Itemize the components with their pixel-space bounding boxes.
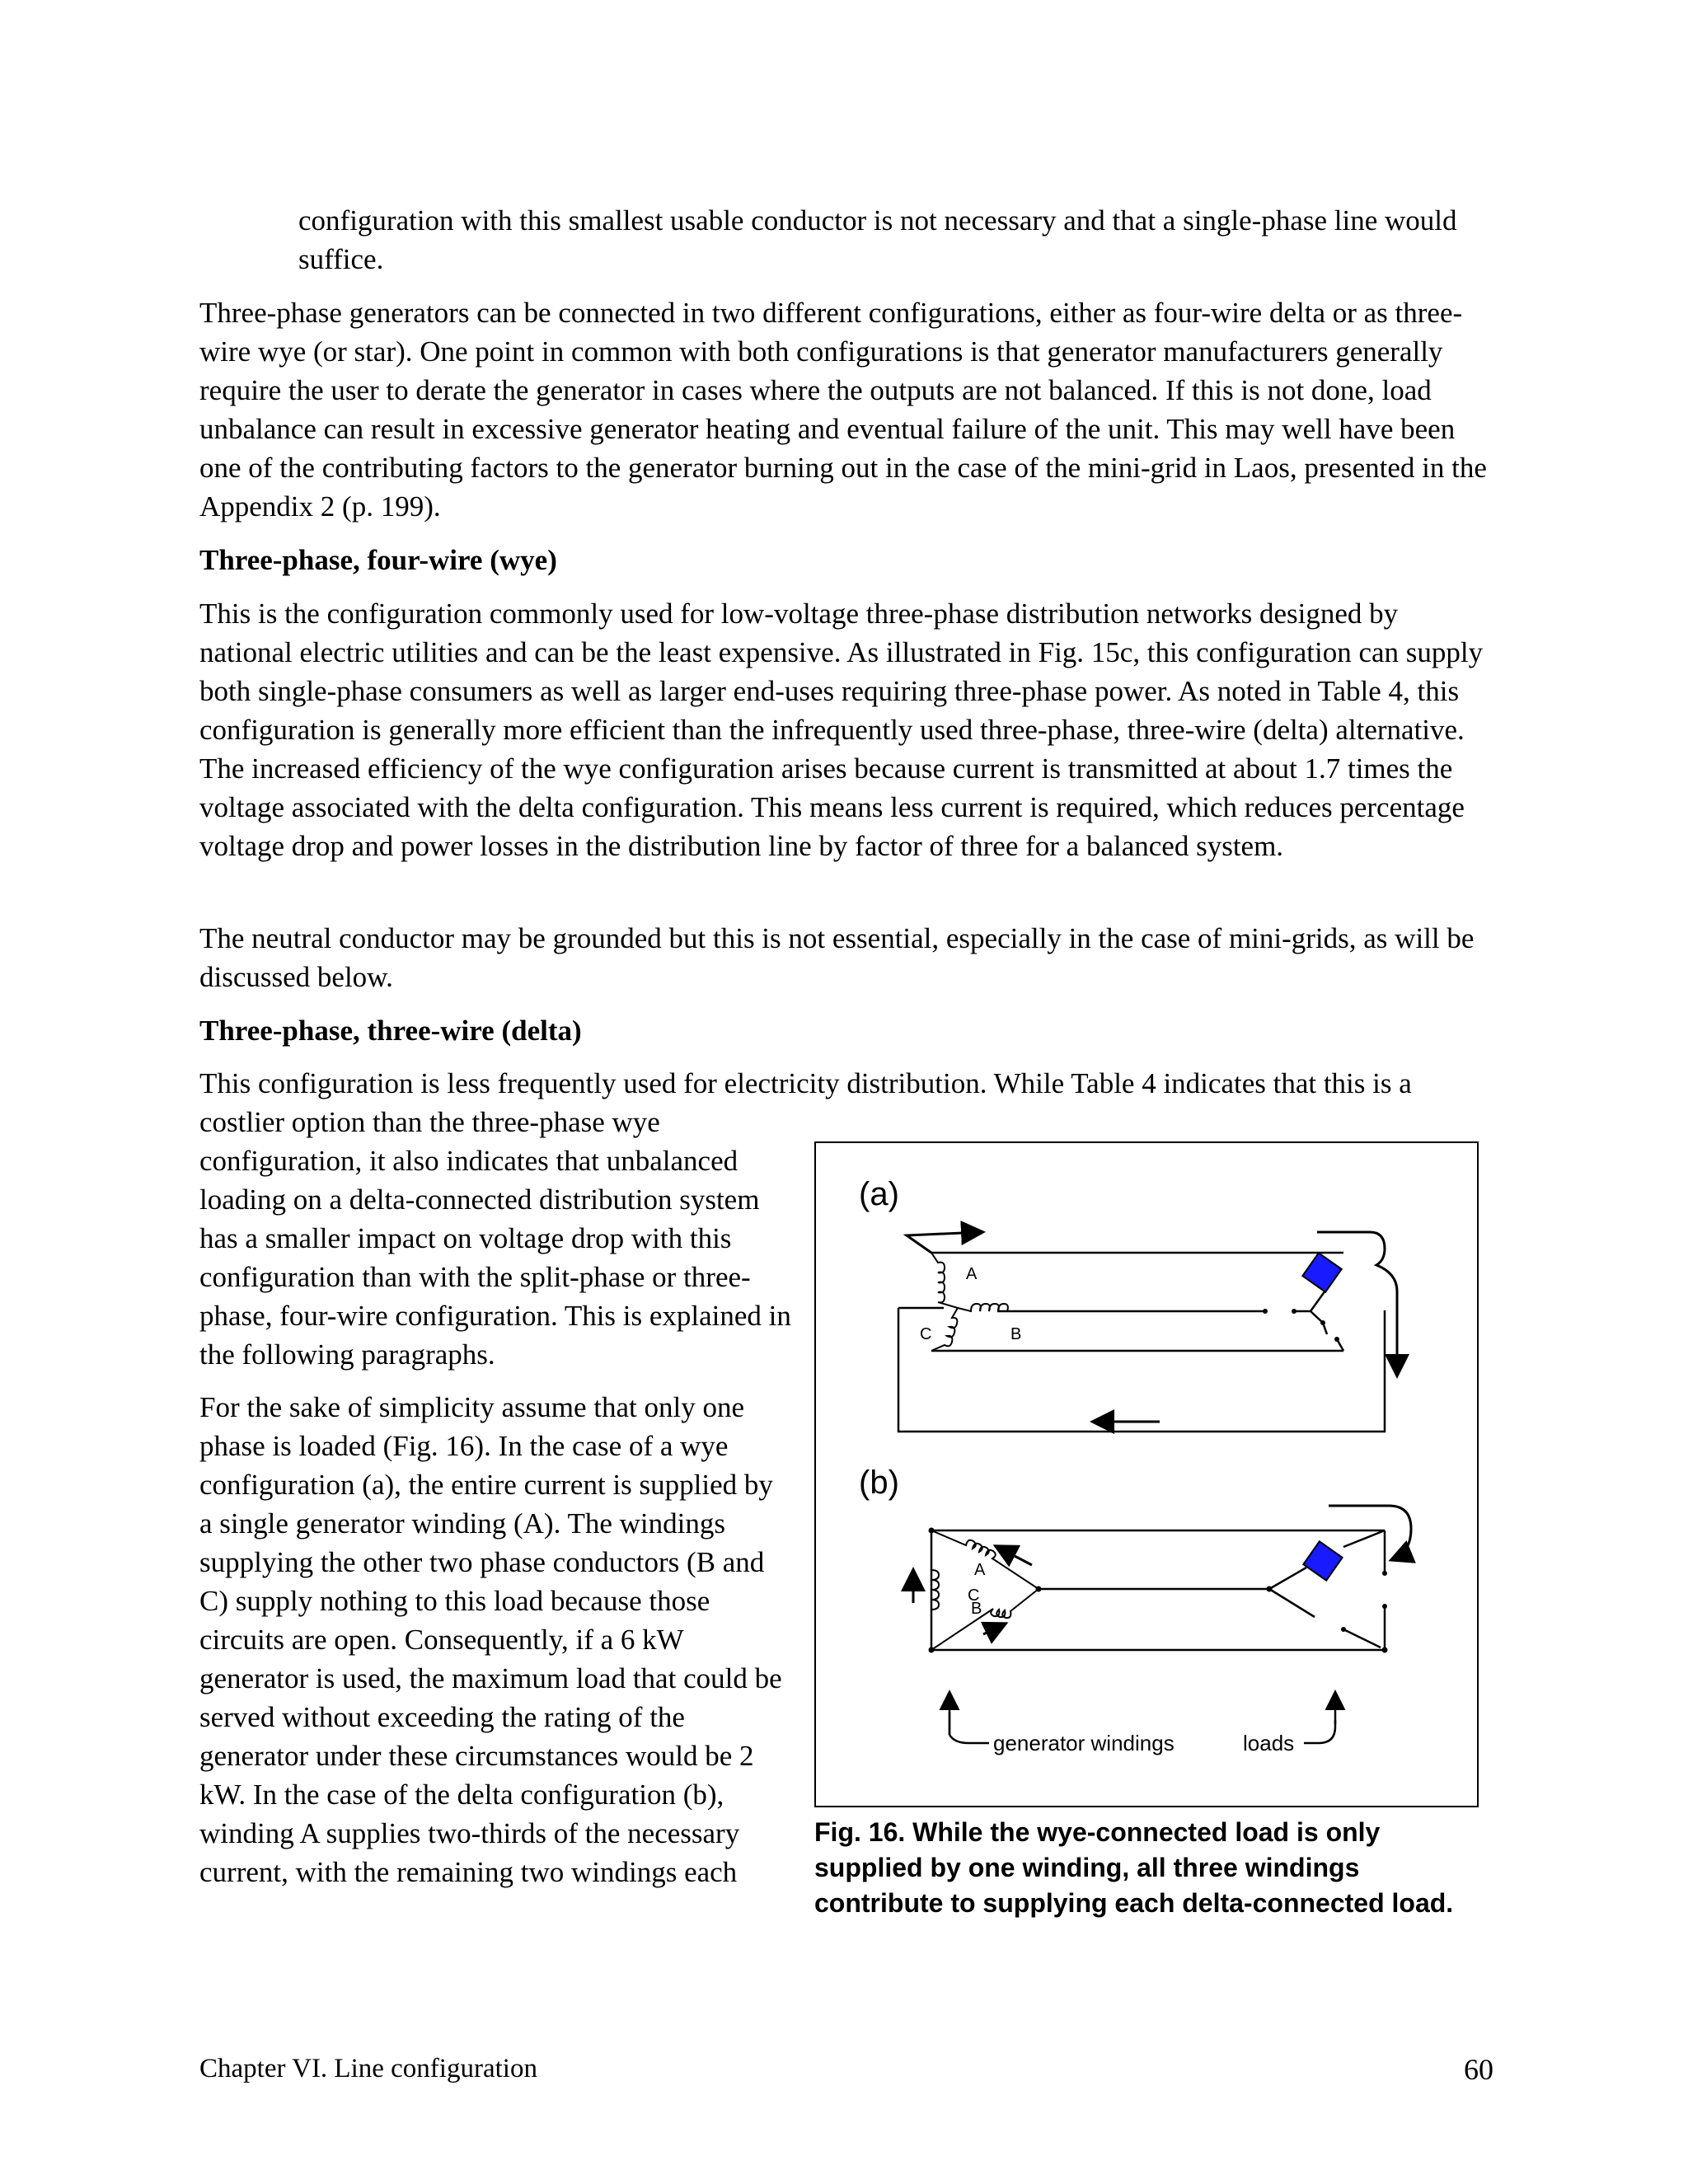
delta-load-icon	[1303, 1541, 1342, 1580]
loads-pointer-icon	[1304, 1720, 1335, 1743]
paragraph-generator-configurations: Three-phase generators can be connected in two different configurations, either as four-wire delta or as three-wire wye (or star). One point in common with both configurations is that generator manufacturers generally require the user to derate the generator in cases where the outputs are not balanced. If this is not done, load unbalance can result in excessive generator heating and eventual failure of the unit. This may well have been one of the contributing factors to the generator burning out in the case of the mini-grid in Laos, presented in the Appendix 2 (p. 199).	[199, 297, 1487, 523]
paragraph-neutral-conductor: The neutral conductor may be grounded but this is not essential, especially in the case of mini-grids, as will be discussed below.	[199, 922, 1475, 993]
wye-load-icon	[1302, 1253, 1341, 1291]
delta-winding-c-coil-icon	[931, 1530, 939, 1650]
wye-junction-dot	[1292, 1309, 1296, 1314]
generator-pointer-icon	[950, 1712, 989, 1743]
panel-a-label: (a)	[859, 1176, 899, 1212]
delta-corner-dot	[1382, 1647, 1388, 1653]
wye-winding-c-label: C	[920, 1325, 932, 1343]
generator-windings-label: generator windings	[993, 1731, 1175, 1755]
delta-winding-a-label: A	[974, 1561, 986, 1579]
figure-16-diagram	[816, 1143, 1480, 1809]
wye-junction-dot	[1263, 1309, 1268, 1314]
delta-corner-dot	[929, 1528, 935, 1534]
figure-16	[814, 1141, 1479, 1807]
delta-corner-dot	[929, 1647, 935, 1653]
wye-winding-a-label: A	[966, 1265, 978, 1283]
paragraph-wye-description: This is the configuration commonly used for low-voltage three-phase distribution networks designed by national electric utilities and can be the least expensive. As illustrated in Fig. 15c, this configuration can supply both single-phase consumers as well as larger end-uses requiring three-phase power. As noted in Table 4, this configuration is generally more efficient than the infrequently used three-phase, three-wire (delta) alternative. The increased efficiency of the wye configuration arises because current is transmitted at about 1.7 times the voltage associated with the delta configuration. This means less current is required, which reduces percentage voltage drop and power losses in the distribution line by factor of three for a balanced system.	[199, 598, 1484, 862]
heading-three-wire-delta: Three-phase, three-wire (delta)	[199, 1015, 582, 1047]
page-number: 60	[1464, 2053, 1493, 2086]
paragraph-delta-intro: This configuration is less frequently used for electricity distribution. While Table 4 indicates that this is a	[199, 1067, 1412, 1099]
wye-winding-b-label: B	[1010, 1325, 1022, 1343]
heading-four-wire-wye: Three-phase, four-wire (wye)	[199, 544, 557, 576]
winding-c-coil-icon	[931, 1308, 958, 1351]
delta-junction-dot	[1382, 1571, 1387, 1576]
paragraph-single-phase-example: For the sake of simplicity assume that only one phase is loaded (Fig. 16). In the case of a wye configuration (a), the entire current is supplied by a single generator winding (A). The windings supplying the other two phase conductors (B and C) supply nothing to this load because those circuits are open. Consequently, if a 6 kW generator is used, the maximum load that could be served without exceeding the rating of the generator under these circumstances would be 2 kW. In the case of the delta configuration (b), winding A supplies two-thirds of the necessary current, with the remaining two windings each	[199, 1391, 782, 1888]
footer-chapter: Chapter VI. Line configuration	[199, 2054, 537, 2083]
delta-winding-b-coil-icon	[931, 1589, 1039, 1650]
delta-winding-c-label: C	[968, 1586, 980, 1605]
delta-junction-dot	[1382, 1604, 1387, 1609]
winding-a-coil-icon	[931, 1253, 958, 1308]
paragraph-intro-continued: configuration with this smallest usable conductor is not necessary and that a single-phase line would suffice.	[298, 204, 1457, 275]
paragraph-delta-continued: costlier option than the three-phase wye configuration, it also indicates that unbalanced loading on a delta-connected distribution system has a smaller impact on voltage drop with this configuration than with the split-phase or three-phase, four-wire configuration. This is explained in the following paragraphs.	[199, 1106, 791, 1371]
figure-16-caption: Fig. 16. While the wye-connected load is only supplied by one winding, all three windings contribute to supplying each delta-connected load.	[814, 1817, 1454, 1918]
delta-corner-dot	[1036, 1586, 1042, 1592]
delta-winding-b-label: B	[971, 1600, 982, 1618]
panel-b-label: (b)	[859, 1465, 899, 1501]
delta-current-arrows	[913, 1506, 1411, 1634]
winding-b-coil-icon	[958, 1304, 1010, 1311]
loads-label: loads	[1243, 1731, 1295, 1755]
